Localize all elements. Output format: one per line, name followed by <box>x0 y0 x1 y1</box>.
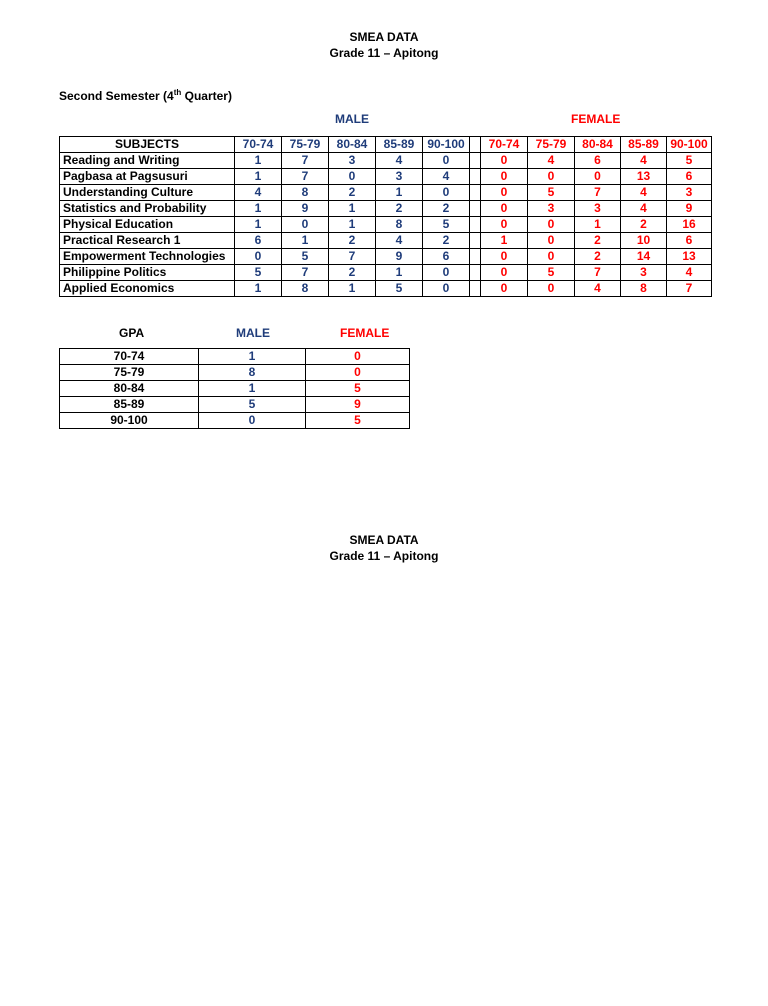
gpa-header: GPA <box>119 326 145 340</box>
spacer-cell <box>470 137 481 153</box>
male-count: 8 <box>282 281 329 297</box>
subjects-header: SUBJECTS <box>60 137 235 153</box>
male-count: 1 <box>376 185 423 201</box>
page-subtitle: Grade 11 – Apitong <box>329 46 439 60</box>
male-count: 4 <box>235 185 282 201</box>
female-count: 7 <box>667 281 712 297</box>
gpa-row <box>60 381 410 397</box>
female-count: 0 <box>481 265 528 281</box>
spacer-cell <box>470 169 481 185</box>
male-count: 0 <box>423 153 470 169</box>
female-count: 3 <box>528 201 575 217</box>
male-count: 1 <box>376 265 423 281</box>
male-count: 2 <box>329 185 376 201</box>
gpa-row <box>60 397 410 413</box>
female-count: 10 <box>621 233 667 249</box>
gpa-row <box>60 365 410 381</box>
male-count: 1 <box>235 201 282 217</box>
female-count: 3 <box>621 265 667 281</box>
female-count: 6 <box>667 233 712 249</box>
male-count: 1 <box>329 201 376 217</box>
subject-name: Applied Economics <box>60 281 235 297</box>
page-title-block <box>0 29 768 61</box>
male-count: 6 <box>235 233 282 249</box>
female-count: 13 <box>667 249 712 265</box>
male-count: 3 <box>376 169 423 185</box>
female-count: 0 <box>481 217 528 233</box>
gpa-range: 75-79 <box>60 365 199 381</box>
male-count: 1 <box>235 153 282 169</box>
male-count: 0 <box>423 281 470 297</box>
female-count: 14 <box>621 249 667 265</box>
gpa-male-count: 1 <box>199 381 306 397</box>
gpa-female-count: 0 <box>306 365 410 381</box>
male-count: 3 <box>329 153 376 169</box>
female-count: 0 <box>481 185 528 201</box>
male-count: 0 <box>423 185 470 201</box>
male-count: 2 <box>376 201 423 217</box>
semester-sup: th <box>173 88 182 97</box>
subject-name: Empowerment Technologies <box>60 249 235 265</box>
female-count: 0 <box>481 249 528 265</box>
table-row <box>60 201 712 217</box>
page-title: SMEA DATA <box>349 30 419 44</box>
subject-name: Physical Education <box>60 217 235 233</box>
male-count: 0 <box>235 249 282 265</box>
female-count: 4 <box>621 153 667 169</box>
male-count: 2 <box>423 201 470 217</box>
male-count: 9 <box>376 249 423 265</box>
male-count: 5 <box>282 249 329 265</box>
female-range-header: 75-79 <box>528 137 575 153</box>
table-row <box>60 185 712 201</box>
female-count: 0 <box>528 169 575 185</box>
female-count: 8 <box>621 281 667 297</box>
table-row <box>60 153 712 169</box>
gpa-male-count: 1 <box>199 349 306 365</box>
male-count: 7 <box>282 169 329 185</box>
subject-name: Reading and Writing <box>60 153 235 169</box>
female-range-header: 80-84 <box>575 137 621 153</box>
table-row <box>60 233 712 249</box>
male-count: 4 <box>376 233 423 249</box>
female-count: 4 <box>621 201 667 217</box>
male-count: 0 <box>282 217 329 233</box>
page-subtitle-2: Grade 11 – Apitong <box>329 549 439 563</box>
female-count: 4 <box>528 153 575 169</box>
page-title-block-2 <box>0 532 768 564</box>
female-count: 0 <box>575 169 621 185</box>
gpa-row <box>60 349 410 365</box>
male-count: 1 <box>329 281 376 297</box>
gpa-range: 70-74 <box>60 349 199 365</box>
subjects-table <box>59 136 712 297</box>
subject-name: Pagbasa at Pagsusuri <box>60 169 235 185</box>
male-count: 7 <box>282 265 329 281</box>
table-row <box>60 249 712 265</box>
male-count: 9 <box>282 201 329 217</box>
male-count: 1 <box>235 281 282 297</box>
female-count: 2 <box>575 249 621 265</box>
female-count: 5 <box>667 153 712 169</box>
subject-name: Understanding Culture <box>60 185 235 201</box>
male-range-header: 75-79 <box>282 137 329 153</box>
female-count: 0 <box>481 201 528 217</box>
female-count: 0 <box>528 217 575 233</box>
male-group-label: MALE <box>335 112 369 126</box>
table-row <box>60 281 712 297</box>
male-count: 0 <box>423 265 470 281</box>
subject-name: Philippine Politics <box>60 265 235 281</box>
male-count: 4 <box>423 169 470 185</box>
male-count: 2 <box>423 233 470 249</box>
semester-heading <box>59 88 232 103</box>
spacer-cell <box>470 265 481 281</box>
male-range-header: 85-89 <box>376 137 423 153</box>
table-header-row <box>60 137 712 153</box>
male-count: 0 <box>329 169 376 185</box>
male-count: 7 <box>282 153 329 169</box>
male-count: 8 <box>376 217 423 233</box>
female-count: 0 <box>528 281 575 297</box>
male-count: 1 <box>329 217 376 233</box>
spacer-cell <box>470 217 481 233</box>
male-range-header: 80-84 <box>329 137 376 153</box>
male-range-header: 90-100 <box>423 137 470 153</box>
female-count: 5 <box>528 185 575 201</box>
gpa-row <box>60 413 410 429</box>
spacer-cell <box>470 233 481 249</box>
gpa-male-count: 0 <box>199 413 306 429</box>
female-count: 6 <box>575 153 621 169</box>
female-count: 4 <box>621 185 667 201</box>
table-row <box>60 265 712 281</box>
spacer-cell <box>470 153 481 169</box>
male-count: 1 <box>235 169 282 185</box>
spacer-cell <box>470 201 481 217</box>
gpa-male-count: 8 <box>199 365 306 381</box>
gpa-range: 90-100 <box>60 413 199 429</box>
semester-prefix: Second Semester (4 <box>59 89 174 103</box>
female-count: 1 <box>481 233 528 249</box>
female-count: 7 <box>575 265 621 281</box>
table-row <box>60 169 712 185</box>
spacer-cell <box>470 281 481 297</box>
page-title-2: SMEA DATA <box>349 533 419 547</box>
table-row <box>60 217 712 233</box>
female-range-header: 70-74 <box>481 137 528 153</box>
female-count: 2 <box>621 217 667 233</box>
male-count: 5 <box>235 265 282 281</box>
male-count: 6 <box>423 249 470 265</box>
male-count: 4 <box>376 153 423 169</box>
male-count: 1 <box>235 217 282 233</box>
gpa-female-header: FEMALE <box>340 326 390 340</box>
female-count: 3 <box>667 185 712 201</box>
gpa-range: 80-84 <box>60 381 199 397</box>
female-count: 9 <box>667 201 712 217</box>
gpa-range: 85-89 <box>60 397 199 413</box>
female-count: 0 <box>481 281 528 297</box>
gpa-female-count: 5 <box>306 381 410 397</box>
female-count: 3 <box>575 201 621 217</box>
female-count: 16 <box>667 217 712 233</box>
female-count: 0 <box>528 233 575 249</box>
male-count: 5 <box>376 281 423 297</box>
male-count: 8 <box>282 185 329 201</box>
subject-name: Practical Research 1 <box>60 233 235 249</box>
female-group-label: FEMALE <box>571 112 621 126</box>
female-count: 2 <box>575 233 621 249</box>
subject-name: Statistics and Probability <box>60 201 235 217</box>
female-count: 4 <box>575 281 621 297</box>
spacer-cell <box>470 185 481 201</box>
female-count: 7 <box>575 185 621 201</box>
female-count: 13 <box>621 169 667 185</box>
gpa-table <box>59 348 410 429</box>
female-count: 5 <box>528 265 575 281</box>
gpa-male-header: MALE <box>236 326 270 340</box>
semester-suffix: Quarter) <box>181 89 232 103</box>
gpa-male-count: 5 <box>199 397 306 413</box>
gpa-female-count: 5 <box>306 413 410 429</box>
female-range-header: 90-100 <box>667 137 712 153</box>
female-count: 0 <box>528 249 575 265</box>
male-count: 2 <box>329 265 376 281</box>
spacer-cell <box>470 249 481 265</box>
female-range-header: 85-89 <box>621 137 667 153</box>
female-count: 4 <box>667 265 712 281</box>
male-range-header: 70-74 <box>235 137 282 153</box>
male-count: 1 <box>282 233 329 249</box>
male-count: 5 <box>423 217 470 233</box>
gpa-female-count: 0 <box>306 349 410 365</box>
female-count: 0 <box>481 153 528 169</box>
female-count: 6 <box>667 169 712 185</box>
male-count: 2 <box>329 233 376 249</box>
female-count: 0 <box>481 169 528 185</box>
female-count: 1 <box>575 217 621 233</box>
male-count: 7 <box>329 249 376 265</box>
gpa-female-count: 9 <box>306 397 410 413</box>
